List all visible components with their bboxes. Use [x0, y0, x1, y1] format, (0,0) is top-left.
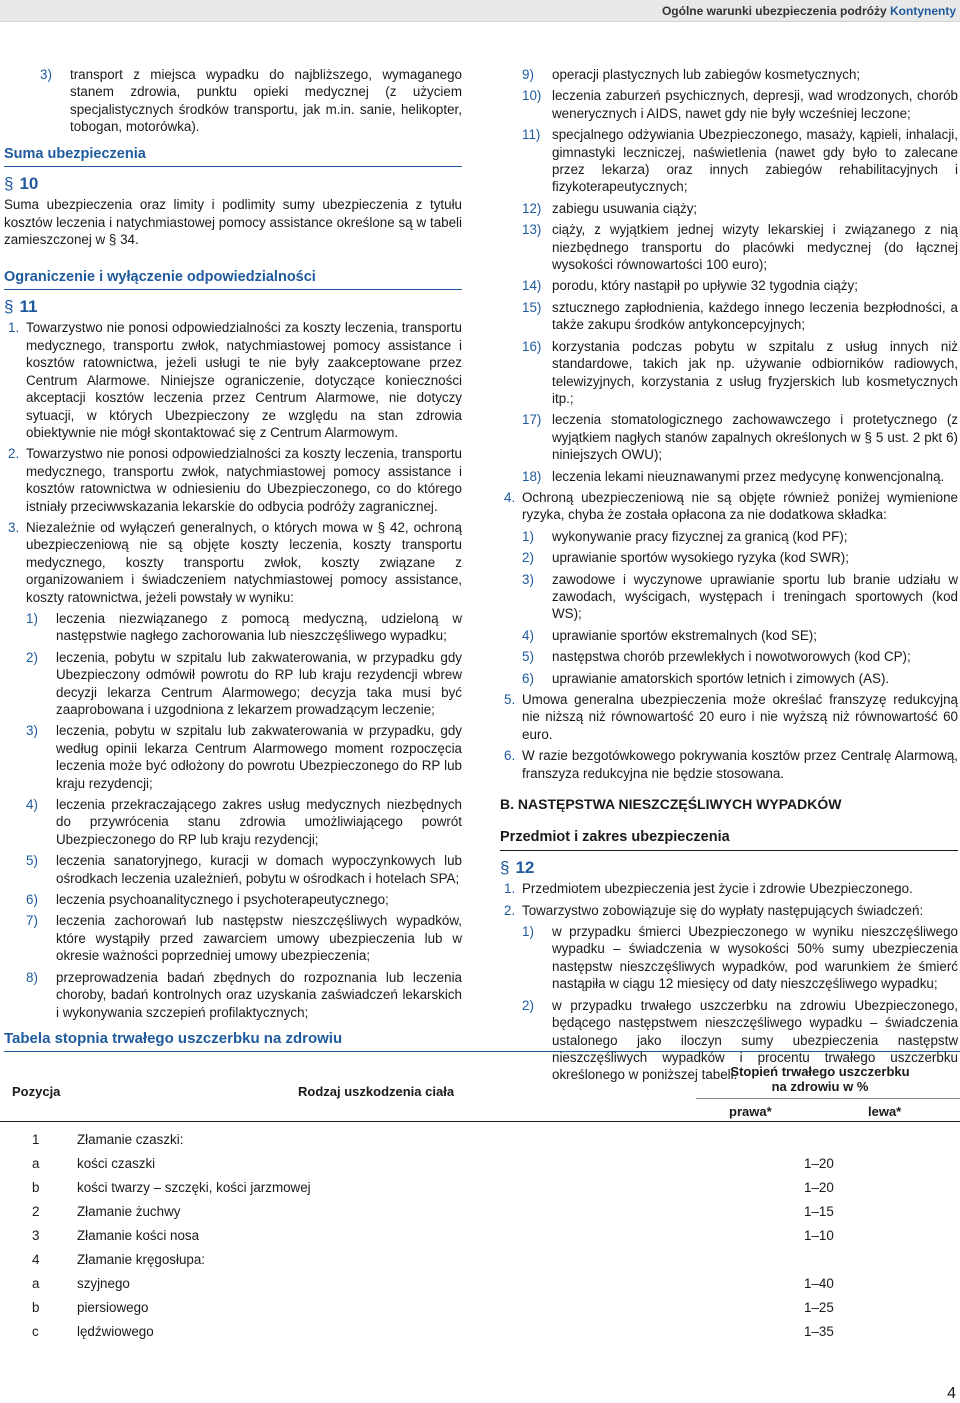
- list-item: [4, 796, 462, 848]
- list-item: [4, 445, 462, 515]
- header-title: Ogólne warunki ubezpieczenia podróży: [661, 4, 887, 18]
- item-text: leczenia stomatologicznego zachowawczego i protetycznego (z wyjątkiem nagłych stanów zapalnych określonych w § 5 ust. 2 pkt 6) niniejszych OWU);: [552, 412, 958, 463]
- list-item: [4, 891, 462, 908]
- cell-value: 1–40: [804, 1276, 834, 1291]
- item-number: 1): [522, 924, 534, 940]
- item-text: specjalnego odżywiania Ubezpieczonego, masaży, kąpieli, inhalacji, gimnastyki leczniczej, naświetlenia (nawet gdy było to zalecane przez lekarza) oraz innych zabiegów rehabilitacyjnych i fizykoterapeutycznych;: [552, 127, 958, 195]
- list-item: [500, 747, 958, 782]
- item-text: leczenia, pobytu w szpitalu lub zakwaterowania, w przypadku gdy Ubezpieczony odmówił powrotu do RP lub kraju rezydencji wbrew decyzji lekarza Centrum Alarmowego; decyzja taka musi być zaaprobowana i uzgodniona z lekarzem prowadzącym leczenie;: [56, 649, 462, 717]
- cell-value: 1–25: [804, 1300, 834, 1315]
- list-item: [500, 648, 958, 665]
- list-item: [500, 670, 958, 687]
- list-item: [500, 411, 958, 463]
- cell-position: 3: [32, 1228, 40, 1243]
- cell-description: Złamanie żuchwy: [77, 1204, 181, 1219]
- item-number: 8): [26, 969, 38, 985]
- list-item: [500, 923, 958, 993]
- cell-value: 1–20: [804, 1180, 834, 1195]
- list-item: [4, 722, 462, 792]
- paragraph-number: 12: [515, 857, 535, 877]
- table-row: [0, 1152, 960, 1176]
- item-number: 6.: [504, 748, 516, 764]
- cell-description: kości twarzy – szczęki, kości jarzmowej: [77, 1180, 311, 1195]
- cell-description: lędźwiowego: [77, 1324, 154, 1339]
- cell-value: 1–10: [804, 1228, 834, 1243]
- table-row: [0, 1248, 960, 1272]
- list-item: [500, 571, 958, 623]
- paragraph-marker: [4, 298, 462, 315]
- item-text: przeprowadzenia badań zbędnych do rozpoznania lub leczenia choroby, badań kontrolnych oraz uzyskania zaświadczeń lekarskich i wykonywania szczepień profilaktycznych;: [56, 969, 462, 1020]
- cell-position: c: [32, 1324, 39, 1339]
- item-number: 3): [26, 723, 38, 739]
- list-item: [500, 299, 958, 334]
- item-text: korzystania podczas pobytu w szpitalu z usług innych niż standardowe, takich jak np. używanie odbiorników radiowych, telewizyjnych, korzystania z usług fryzjerskich lub kosmetycznych itp.;: [552, 338, 958, 406]
- table-row: [0, 1272, 960, 1296]
- left-column: [4, 66, 462, 1025]
- right-column: [500, 66, 958, 1088]
- list-item: [4, 969, 462, 1021]
- item-number: 12): [522, 200, 542, 216]
- item-text: zabiegu usuwania ciąży;: [552, 200, 698, 216]
- item-number: 1.: [8, 320, 20, 336]
- list-item: [4, 319, 462, 441]
- item-number: 5): [26, 853, 38, 869]
- cell-position: a: [32, 1276, 40, 1291]
- list-item: [500, 221, 958, 273]
- item-number: 15): [522, 299, 542, 315]
- item-number: 3): [522, 571, 534, 587]
- list-item: [500, 338, 958, 408]
- item-number: 1): [522, 528, 534, 544]
- item-number: 13): [522, 222, 542, 238]
- item-number: 4.: [504, 489, 516, 505]
- item-text: leczenia lekami nieuznawanymi przez medycynę konwencjonalną.: [552, 468, 945, 484]
- item-number: 7): [26, 913, 38, 929]
- item-text: operacji plastycznych lub zabiegów kosmetycznych;: [552, 67, 861, 82]
- list-item: [500, 880, 958, 897]
- page-header: [0, 0, 960, 22]
- item-text: leczenia zachorowań lub następstw nieszczęśliwych wypadków, które wystąpiły przed zawarciem umowy ubezpieczenia lub w okresie ważności poprzedniej umowy ubezpieczenia;: [56, 913, 462, 964]
- item-text: Towarzystwo nie ponosi odpowiedzialności za koszty leczenia, transportu medycznego, transportu zwłok, natychmiastowej pomocy assistance i kosztów ratownictwa, jeżeli usługi te nie były zaakceptowane przez Centrum Alarmowe. Niniejsze ograniczenie, dotyczące konieczności akceptacji kosztów leczenia przez Centrum Alarmowe, nie dotyczy sytuacji, w których Ubezpieczony ze względu na stan zdrowia obiektywnie nie mógł skontaktować się z Centrum Alarmowym.: [26, 320, 462, 440]
- item-number: 1.: [504, 881, 516, 897]
- item-text: porodu, który nastąpił po upływie 32 tygodnia ciąży;: [552, 278, 858, 294]
- item-text: Umowa generalna ubezpieczenia może określać franszyzę redukcyjną nie niższą niż równowartość 20 euro i nie wyższą niż równowartość 60 euro.: [522, 692, 958, 742]
- section-heading: Przedmiot i zakres ubezpieczenia: [500, 829, 958, 850]
- table-row: [0, 1296, 960, 1320]
- item-text: uprawianie amatorskich sportów letnich i zimowych (AS).: [552, 670, 890, 686]
- list-item: [4, 610, 462, 645]
- item-text: uprawianie sportów wysokiego ryzyka (kod SWR);: [552, 550, 849, 566]
- table-header: [0, 1062, 960, 1122]
- page-number: 4: [947, 1385, 956, 1402]
- table-row: [0, 1224, 960, 1248]
- header-highlight: Kontynenty: [890, 4, 956, 18]
- cell-value: 1–15: [804, 1204, 834, 1219]
- item-text: W razie bezgotówkowego pokrywania kosztów przez Centralę Alarmową, franszyza redukcyjna nie będzie stosowana.: [522, 748, 958, 781]
- section-sign: §: [4, 174, 14, 194]
- cell-description: Złamanie kręgosłupa:: [77, 1252, 206, 1267]
- item-number: 5): [522, 649, 534, 665]
- item-text: transport z miejsca wypadku do najbliższego, wymaganego stanem zdrowia, punktu opieki medycznej (z użyciem specjalistycznych środków transportu, jak m.in. sanie, helikopter, tobogan, motorówka).: [70, 67, 462, 135]
- item-text: leczenia niezwiązanego z pomocą medyczną, udzieloną w następstwie nagłego zachorowania lub nieszczęśliwego wypadku;: [56, 610, 462, 644]
- list-item: [500, 549, 958, 566]
- cell-position: 1: [32, 1132, 40, 1147]
- list-item: [500, 468, 958, 485]
- table-title: Tabela stopnia trwałego uszczerbku na zdrowiu: [4, 1030, 960, 1052]
- item-text: leczenia przekraczającego zakres usług medycznych niezbędnych do przywrócenia stanu zdrowia umożliwiającego powrót Ubezpieczonego do RP lub kraju rezydencji;: [56, 797, 462, 847]
- list-item: [4, 519, 462, 606]
- item-number: 3): [40, 67, 52, 82]
- item-number: 16): [522, 338, 542, 354]
- column-header-percent: Stopień trwałego uszczerbku na zdrowiu w %: [730, 1064, 910, 1094]
- paragraph-number: 11: [19, 297, 38, 317]
- item-number: 2): [522, 550, 534, 566]
- section-heading: Ograniczenie i wyłączenie odpowiedzialności: [4, 269, 462, 290]
- item-number: 6): [26, 892, 38, 908]
- paragraph-number: 10: [19, 174, 39, 194]
- table-row: [0, 1320, 960, 1344]
- item-text: w przypadku trwałego uszczerbku na zdrowiu Ubezpieczonego, będącego następstwem nieszczęśliwego wypadku – świadczenia ustalonego jako iloczyn sumy ubezpieczenia następstw nieszczęśliwych wypadków i procentu trwałego uszczerbku określonego w poniższej tabeli.: [552, 997, 958, 1083]
- column-header-left: lewa*: [868, 1104, 902, 1119]
- item-number: 1): [26, 610, 38, 626]
- injury-table: [0, 1062, 960, 1344]
- list-item: [500, 902, 958, 919]
- item-text: leczenia psychoanalitycznego i psychoterapeutycznego;: [56, 892, 389, 908]
- header-divider: [696, 1098, 960, 1099]
- item-text: Przedmiotem ubezpieczenia jest życie i zdrowie Ubezpieczonego.: [522, 881, 913, 897]
- item-text: Niezależnie od wyłączeń generalnych, o których mowa w § 42, ochroną ubezpieczeniową nie są objęte koszty leczenia, koszty transportu medycznego, koszty transportu zwłok, koszty związane z organizowaniem i świadczeniem natychmiastowej pomocy assistance, koszty ratownictwa, jeżeli powstały w wyniku:: [26, 519, 462, 605]
- item-number: 10): [522, 88, 542, 104]
- list-item: [4, 912, 462, 964]
- column-header-position: Pozycja: [12, 1084, 61, 1099]
- cell-description: Złamanie kości nosa: [77, 1228, 200, 1243]
- cell-value: 1–35: [804, 1324, 834, 1339]
- item-text: zawodowe i wyczynowe uprawianie sportu lub branie udziału w zawodach, wyścigach, występach i treningach sportowych (kod WS);: [552, 571, 958, 622]
- item-text: następstwa chorób przewlekłych i nowotworowych (kod CP);: [552, 649, 911, 665]
- item-text: wykonywanie pracy fizycznej za granicą (kod PF);: [552, 528, 848, 544]
- list-item: [500, 627, 958, 644]
- item-number: 4): [522, 627, 534, 643]
- cell-position: 2: [32, 1204, 40, 1219]
- section-sign: §: [500, 857, 510, 877]
- item-number: 17): [522, 412, 542, 428]
- item-text: w przypadku śmierci Ubezpieczonego w wyniku nieszczęśliwego wypadku – świadczenia w wysokości 50% sumy ubezpieczenia następstw nieszczęśliwych wypadków, pod warunkiem że śmierć nastąpiła w ciągu 12 miesięcy od daty nieszczęśliwego wypadku;: [552, 924, 958, 992]
- list-item: [500, 691, 958, 743]
- table-row: [0, 1200, 960, 1224]
- item-number: 4): [26, 797, 38, 813]
- part-heading: B. NASTĘPSTWA NIESZCZĘŚLIWYCH WYPADKÓW: [500, 796, 842, 813]
- cell-description: piersiowego: [77, 1300, 149, 1315]
- section-sign: §: [4, 297, 14, 317]
- paragraph-text: Suma ubezpieczenia oraz limity i podlimity sumy ubezpieczenia z tytułu kosztów leczenia i natychmiastowej pomocy assistance określone są w tabeli zamieszczonej w § 34.: [4, 197, 462, 248]
- list-item: [500, 200, 958, 217]
- list-item: [478, 66, 958, 83]
- item-text: leczenia sanatoryjnego, kuracji w domach wypoczynkowych lub ośrodkach leczenia uzależnień, pobytu w ośrodkach i hotelach SPA;: [56, 853, 462, 886]
- list-item: [500, 528, 958, 545]
- column-header-right: prawa*: [729, 1104, 772, 1119]
- cell-position: b: [32, 1300, 40, 1315]
- item-text: Ochroną ubezpieczeniową nie są objęte również poniżej wymienione ryzyka, chyba że została opłacona za nie dodatkowa składka:: [522, 489, 958, 523]
- item-number: 2.: [504, 902, 516, 918]
- item-text: leczenia zaburzeń psychicznych, depresji, wad wrodzonych, chorób wenerycznych i AIDS, nawet gdy nie były wcześniej leczone;: [552, 88, 958, 121]
- cell-position: 4: [32, 1252, 40, 1267]
- list-item: [500, 87, 958, 122]
- list-item: [4, 649, 462, 719]
- cell-description: Złamanie czaszki:: [77, 1132, 184, 1147]
- item-number: 9): [522, 67, 534, 82]
- item-text: sztucznego zapłodnienia, każdego innego leczenia bezpłodności, a także zakupu środków antykoncepcyjnych;: [552, 299, 958, 333]
- cell-description: kości czaszki: [77, 1156, 156, 1171]
- cell-position: b: [32, 1180, 40, 1195]
- paragraph-marker: [4, 175, 462, 192]
- item-number: 5.: [504, 692, 516, 707]
- item-number: 2.: [8, 446, 20, 462]
- table-row: [0, 1128, 960, 1152]
- item-number: 3.: [8, 519, 20, 535]
- list-item: [0, 66, 462, 136]
- cell-value: 1–20: [804, 1156, 834, 1171]
- item-text: uprawianie sportów ekstremalnych (kod SE);: [552, 627, 817, 643]
- section-heading: Suma ubezpieczenia: [4, 146, 462, 167]
- item-number: 2): [522, 997, 534, 1013]
- cell-description: szyjnego: [77, 1276, 130, 1291]
- item-number: 2): [26, 649, 38, 665]
- item-number: 6): [522, 670, 534, 686]
- item-text: Towarzystwo zobowiązuje się do wypłaty następujących świadczeń:: [522, 902, 924, 918]
- list-item: [4, 852, 462, 887]
- cell-position: a: [32, 1156, 40, 1171]
- list-item: [500, 277, 958, 294]
- list-item: [500, 126, 958, 196]
- item-text: Towarzystwo nie ponosi odpowiedzialności za koszty leczenia, transportu medycznego, transportu zwłok, natychmiastowej pomocy assistance i kosztów ratownictwa w odniesieniu do Ubezpieczonego, co do którego istniały przeciwwskazania lekarskie do odbycia podróży zagranicznej.: [26, 446, 462, 514]
- item-text: leczenia, pobytu w szpitalu lub zakwaterowania w przypadku, gdy według opinii lekarza Centrum Alarmowego moment rozpoczęcia leczenia może być odłożony do powrotu Ubezpieczonego do RP lub kraju rezydencji;: [56, 723, 462, 791]
- column-header-description: Rodzaj uszkodzenia ciała: [298, 1084, 455, 1099]
- item-number: 18): [522, 468, 542, 484]
- table-row: [0, 1176, 960, 1200]
- list-item: [500, 489, 958, 524]
- paragraph-marker: [500, 859, 958, 876]
- item-text: ciąży, z wyjątkiem jednej wizyty lekarskiej i związanego z nią niezbędnego transportu do placówki medycznej (do łącznej wysokości równowartości 100 euro);: [552, 222, 958, 273]
- item-number: 11): [522, 127, 541, 143]
- item-number: 14): [522, 278, 542, 294]
